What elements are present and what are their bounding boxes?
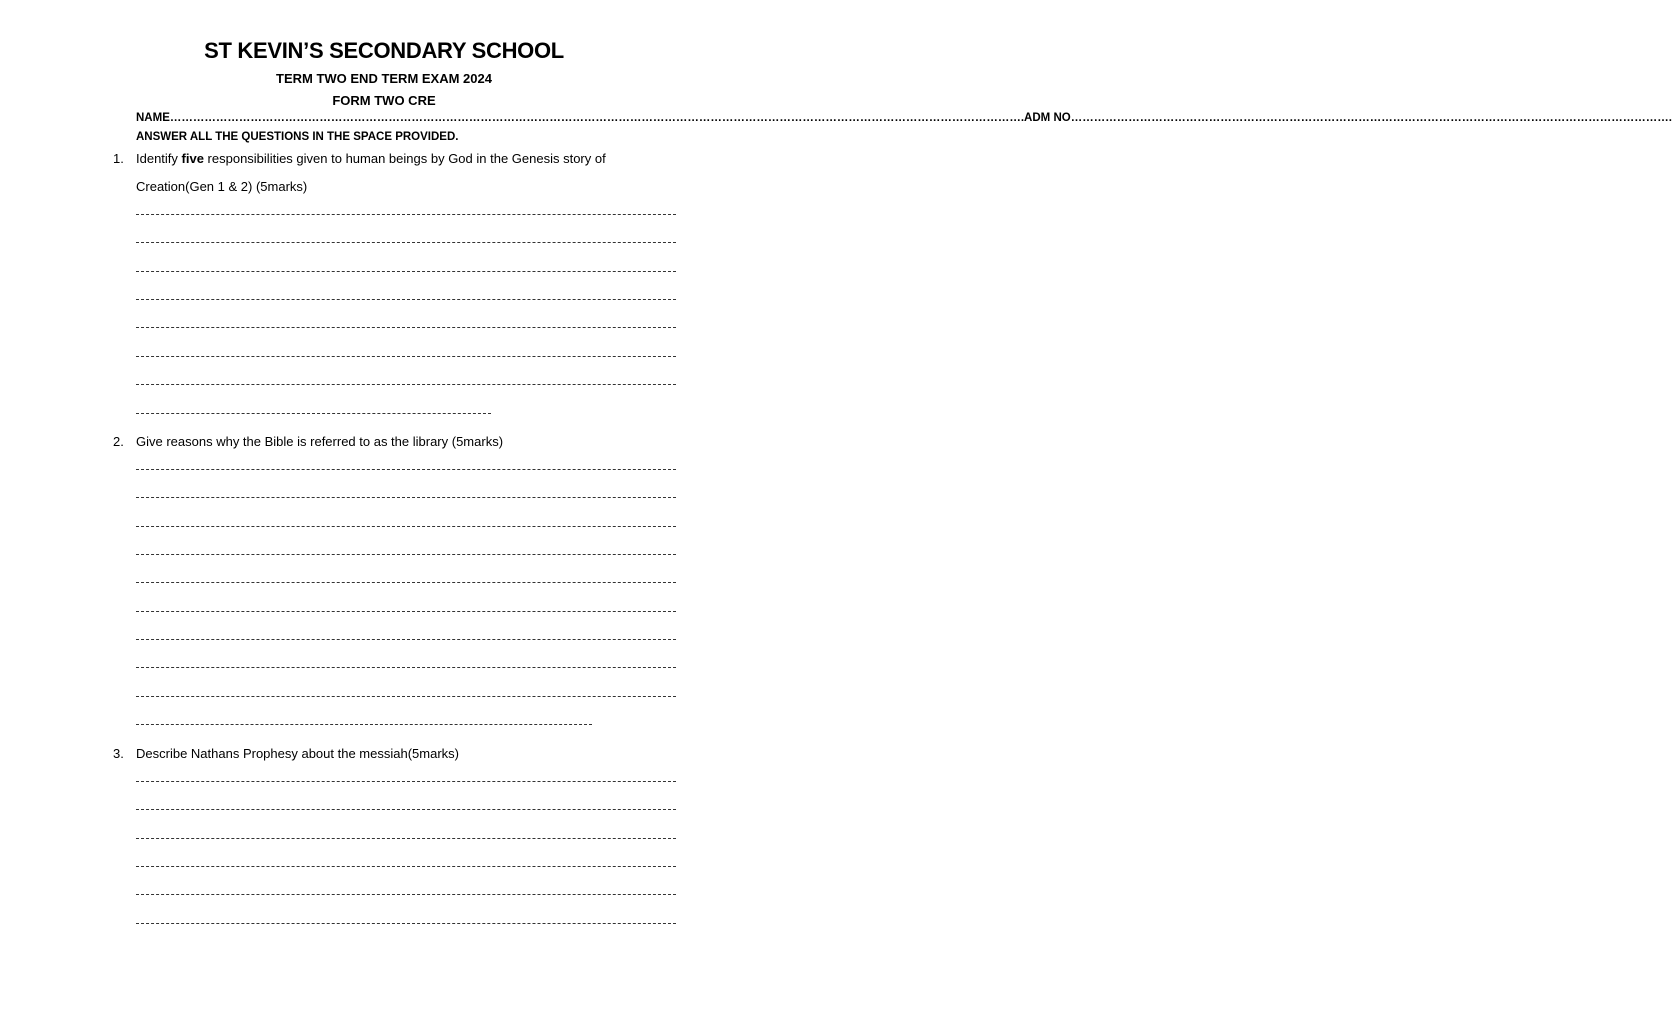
name-adm-line: NAME…………………………………………………………………………………………………………………………………………………………………………………………………….ADM NO………………………………………………………………………………………………………………………………………….: [136, 112, 1672, 124]
question-1-number: 1.: [113, 151, 124, 166]
answer-line[interactable]: [136, 413, 491, 414]
answer-line[interactable]: [136, 242, 676, 243]
answer-line[interactable]: [136, 384, 676, 385]
answer-line[interactable]: [136, 667, 676, 668]
answer-line[interactable]: [136, 838, 676, 839]
answer-line[interactable]: [136, 696, 676, 697]
answer-line[interactable]: [136, 582, 676, 583]
answer-line[interactable]: [136, 271, 676, 272]
answer-line[interactable]: [136, 894, 676, 895]
instructions: ANSWER ALL THE QUESTIONS IN THE SPACE PROVIDED.: [136, 131, 459, 143]
question-1-text-end: responsibilities given to human beings by God in the Genesis story of: [203, 151, 606, 166]
answer-line[interactable]: [136, 554, 676, 555]
question-2-number: 2.: [113, 434, 124, 449]
answer-line[interactable]: [136, 497, 676, 498]
answer-line[interactable]: [136, 611, 676, 612]
answer-line[interactable]: [136, 469, 676, 470]
answer-line[interactable]: [136, 327, 676, 328]
answer-line[interactable]: [136, 923, 676, 924]
exam-title: TERM TWO END TERM EXAM 2024: [276, 71, 492, 86]
answer-line[interactable]: [136, 526, 676, 527]
answer-line[interactable]: [136, 809, 676, 810]
subject-title: FORM TWO CRE: [332, 93, 436, 108]
school-name: ST KEVIN’S SECONDARY SCHOOL: [204, 38, 564, 63]
question-1-text-line2: Creation(Gen 1 & 2) (5marks): [136, 179, 308, 194]
question-1-text: [136, 151, 606, 166]
answer-line[interactable]: [136, 866, 676, 867]
question-3-text: Describe Nathans Prophesy about the messiah(5marks): [136, 746, 459, 761]
answer-line[interactable]: [136, 781, 676, 782]
answer-line[interactable]: [136, 356, 676, 357]
question-1-text-start: Identify: [136, 151, 182, 166]
question-3-number: 3.: [113, 746, 124, 761]
answer-line[interactable]: [136, 639, 676, 640]
question-2-text: Give reasons why the Bible is referred to as the library (5marks): [136, 434, 504, 449]
question-1-emphasis: five: [181, 151, 204, 166]
answer-line[interactable]: [136, 299, 676, 300]
answer-line[interactable]: [136, 214, 676, 215]
answer-line[interactable]: [136, 724, 592, 725]
